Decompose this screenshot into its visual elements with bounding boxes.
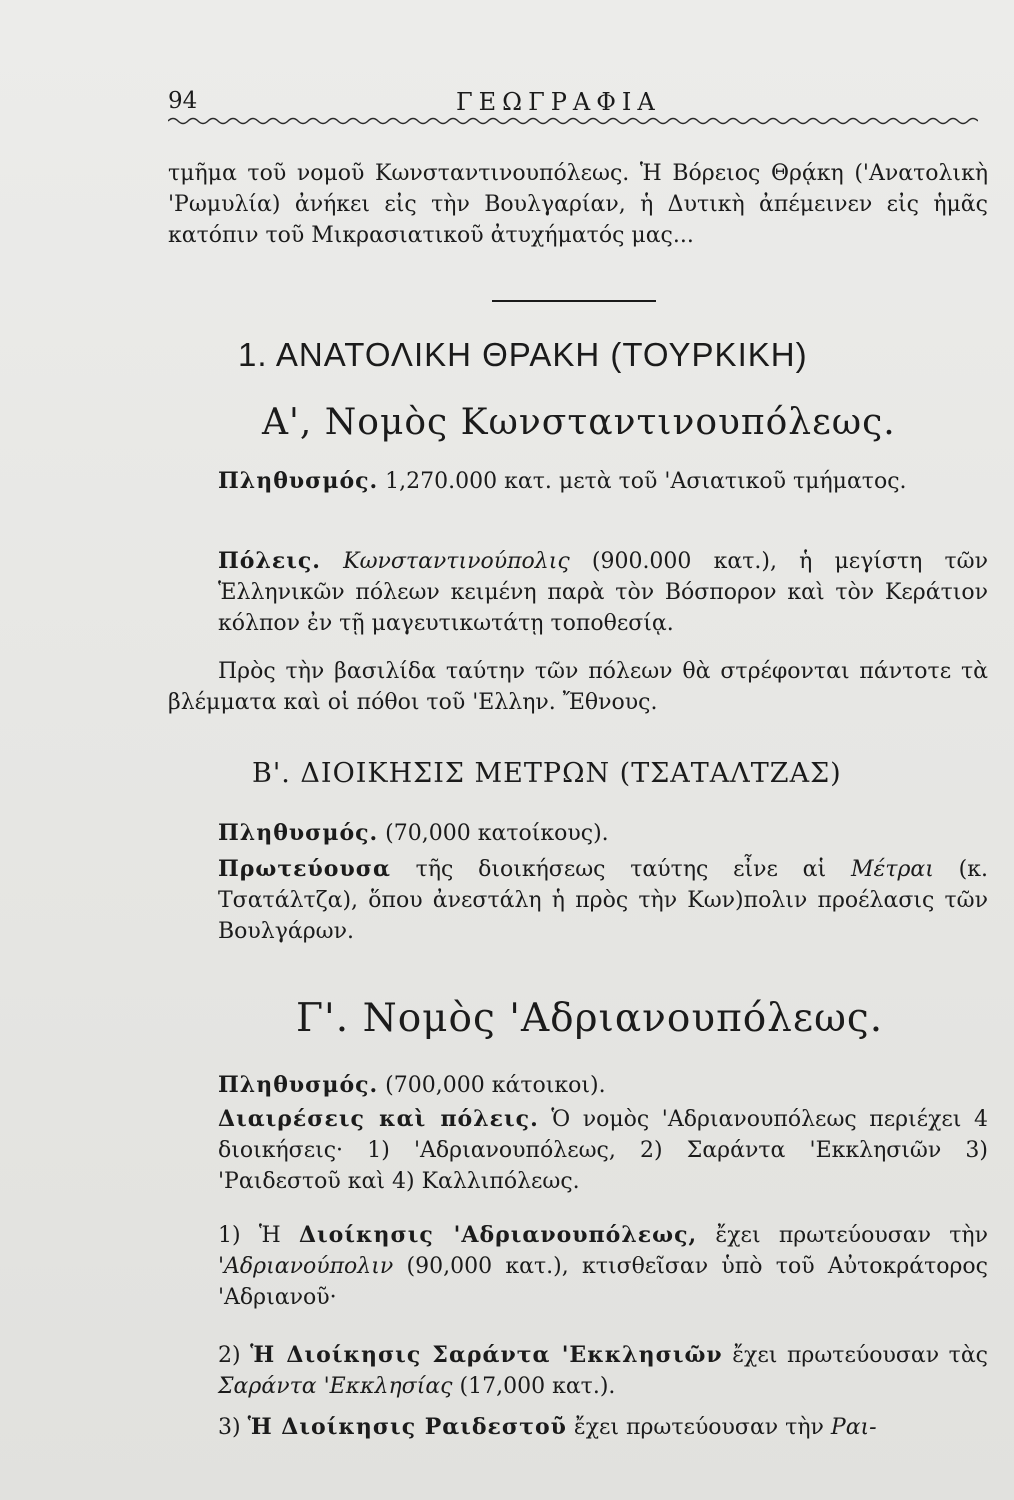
population-label: Πληθυσμός. — [218, 468, 379, 494]
item-2-text-2: (17,000 κατ.). — [452, 1374, 616, 1399]
nomos-g-item-3 — [218, 1412, 988, 1443]
intro-paragraph: τμῆμα τοῦ νομοῦ Κωνσταντινουπόλεως. Ἡ Βόρειος Θρᾴκη ('Ανατολικὴ 'Ρωμυλία) ἀνήκει εἰς τὴν Βουλγαρίαν, ἡ Δυτικὴ ἀπέμεινεν εἰς ἡμᾶς κατόπιν τοῦ Μικρασιατικοῦ ἀτυχήματός μας... — [168, 161, 988, 248]
item-2-text-1: ἔχει πρωτεύουσαν τὰς — [722, 1343, 988, 1368]
capital-text-2: (κ. Τσατάλτζα), ὅπου ἀνεστάλη ἡ πρὸς τὴν Κων)πολιν προέλασις τῶν Βουλγάρων. — [218, 857, 988, 944]
item-1-city: 'Αδριανούπολιν — [218, 1254, 394, 1279]
population-text: 1,270.000 κατ. μετὰ τοῦ 'Ασιατικοῦ τμήματος. — [378, 469, 907, 494]
capital-label: Πρωτεύουσα — [218, 856, 391, 882]
nomos-a-heading: Α', Νομὸς Κωνσταντινουπόλεως. — [262, 402, 896, 443]
item-1-label: Διοίκησις 'Αδριανουπόλεως, — [298, 1222, 698, 1248]
item-3-city: Ραι- — [830, 1415, 877, 1440]
cities-text: (900.000 κατ.), ἡ μεγίστη τῶν Ἑλληνικῶν πόλεων κειμένη παρὰ τὸν Βόσπορον καὶ τὸν Κεράτιον κόλπον ἐν τῇ μαγευτικωτάτῃ τοποθεσίᾳ. — [218, 549, 988, 636]
population-label: Πληθυσμός. — [218, 1072, 379, 1098]
item-1-text-2: (90,000 κατ.), κτισθεῖσαν ὑπὸ τοῦ Αὐτοκράτορος 'Αδριανοῦ· — [218, 1254, 988, 1310]
section-title: 1. ΑΝΑΤΟΛΙΚΗ ΘΡΑΚΗ (ΤΟΥΡΚΙΚΗ) — [238, 336, 808, 373]
section-divider — [492, 300, 656, 302]
item-1-prefix: 1) Ἡ — [218, 1223, 299, 1248]
item-2-prefix: 2) — [218, 1343, 251, 1368]
nomos-g-heading: Γ'. Νομὸς 'Αδριανουπόλεως. — [296, 996, 884, 1041]
dioikesis-b-capital — [218, 854, 988, 947]
page-number: 94 — [168, 88, 198, 114]
divisions-text: Ὁ νομὸς 'Αδριανουπόλεως περιέχει 4 διοικήσεις· 1) 'Αδριανουπόλεως, 2) Σαράντα 'Εκκλησιῶν 3) 'Ραιδεστοῦ καὶ 4) Καλλιπόλεως. — [218, 1107, 988, 1194]
item-2-city: Σαράντα 'Εκκλησίας — [218, 1374, 453, 1399]
header-wavy-rule — [168, 116, 978, 126]
item-2-label: Ἡ Διοίκησις Σαράντα 'Εκκλησιῶν — [250, 1342, 723, 1368]
population-text: (700,000 κάτοικοι). — [378, 1073, 606, 1098]
nomos-g-item-1 — [218, 1220, 988, 1313]
cities-city: Κωνσταντινούπολις — [320, 549, 570, 574]
running-title: ΓΕΩΓΡΑΦΙΑ — [456, 88, 661, 116]
item-3-label: Ἡ Διοίκησις Ραιδεστοῦ — [247, 1414, 567, 1440]
nomos-g-divisions — [218, 1104, 988, 1197]
population-label: Πληθυσμός. — [218, 820, 379, 846]
nomos-a-cities — [218, 546, 988, 639]
population-text: (70,000 κατοίκους). — [378, 821, 609, 846]
nomos-a-population — [218, 466, 988, 497]
dioikesis-b-heading: Β'. ΔΙΟΙΚΗΣΙΣ ΜΕΤΡΩΝ (ΤΣΑΤΑΛΤΖΑΣ) — [252, 758, 842, 789]
dioikesis-b-population — [218, 818, 988, 849]
cities-label: Πόλεις. — [218, 548, 321, 574]
item-3-prefix: 3) — [218, 1415, 248, 1440]
item-1-text-1: ἔχει πρωτεύουσαν τὴν — [697, 1223, 988, 1248]
capital-text-1: τῆς διοικήσεως ταύτης εἶνε αἱ — [390, 857, 851, 882]
capital-city: Μέτραι — [850, 857, 934, 882]
divisions-label: Διαιρέσεις καὶ πόλεις. — [218, 1106, 539, 1132]
nomos-g-population — [218, 1070, 988, 1101]
item-3-text: ἔχει πρωτεύουσαν τὴν — [566, 1415, 831, 1440]
nomos-a-closing: Πρὸς τὴν βασιλίδα ταύτην τῶν πόλεων θὰ στρέφονται πάντοτε τὰ βλέμματα καὶ οἱ πόθοι τοῦ 'Ελλην. Ἔθνους. — [168, 659, 988, 715]
nomos-g-item-2 — [218, 1340, 988, 1402]
